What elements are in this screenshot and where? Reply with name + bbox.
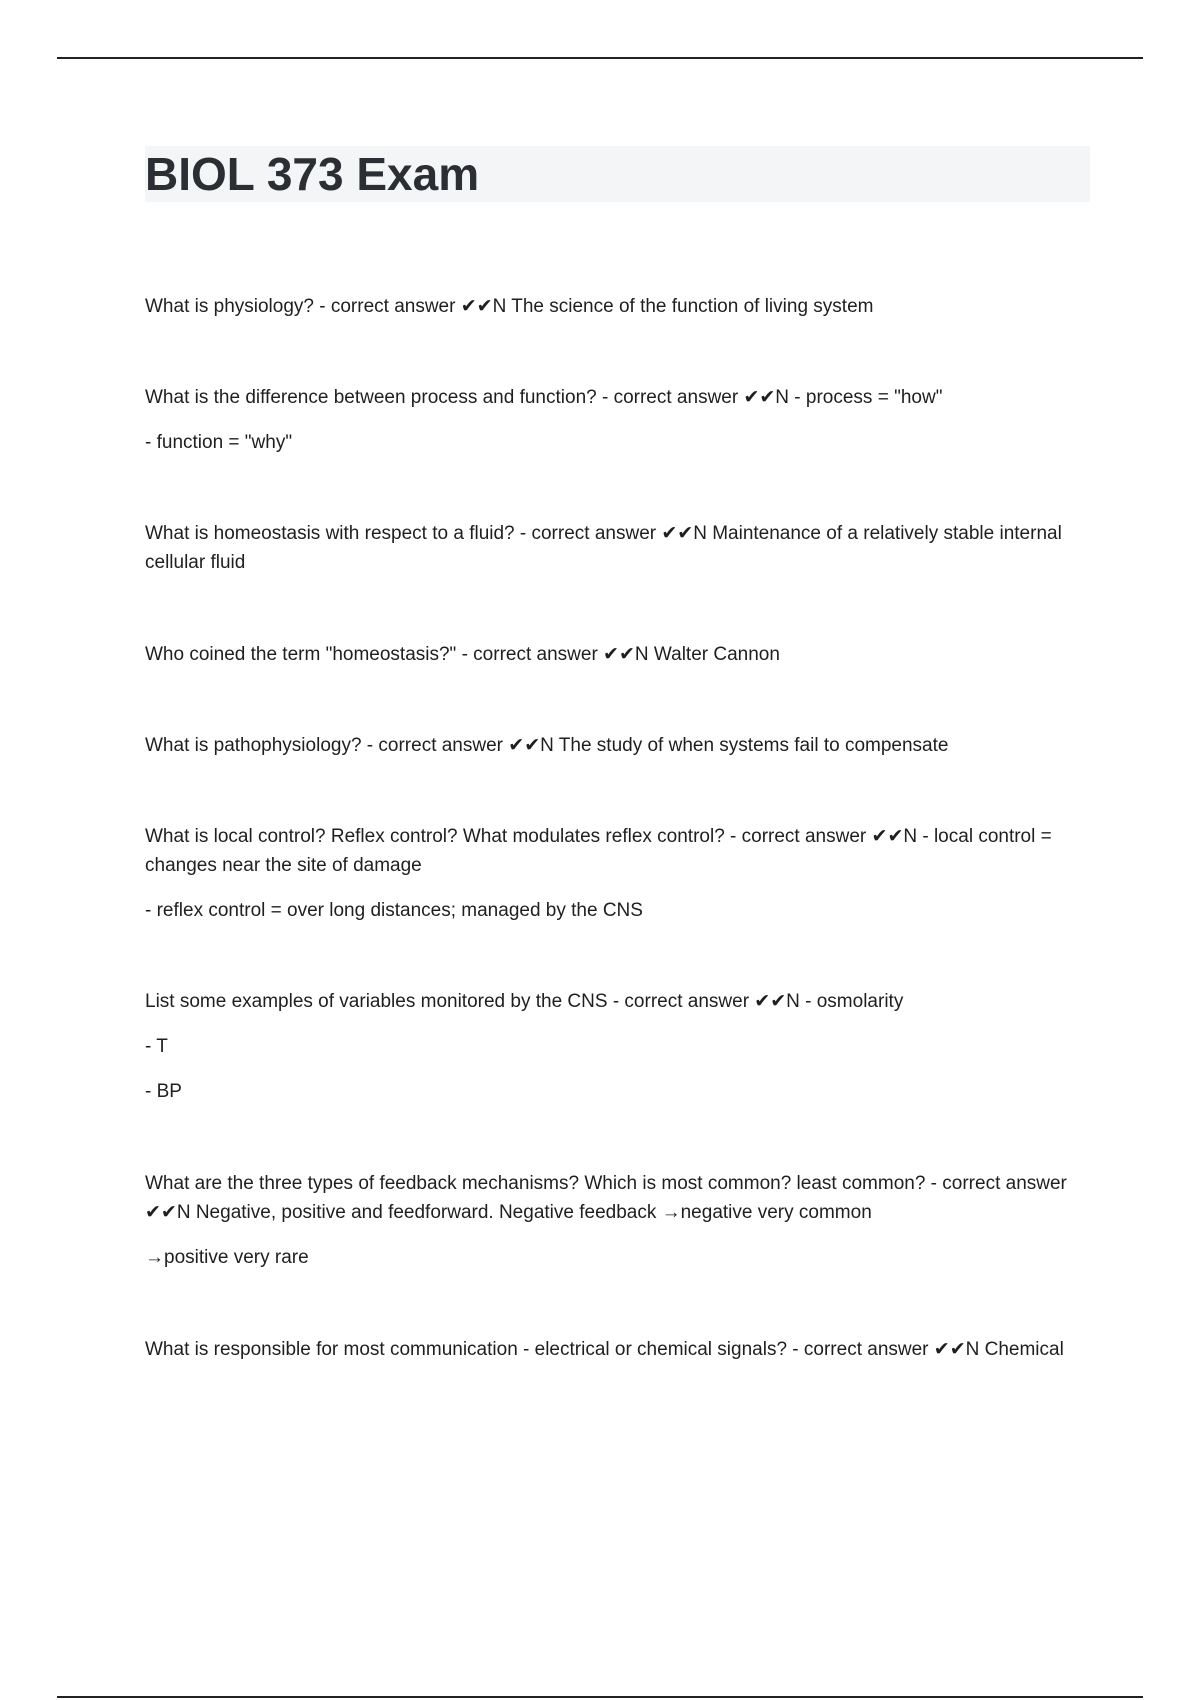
title-block: [145, 146, 1090, 202]
qa-text-continued: - T: [145, 1036, 168, 1057]
document-title: BIOL 373 Exam: [145, 148, 480, 200]
qa-text: What is the difference between process and function? - correct answer ✔✔N - process = "how": [145, 387, 943, 408]
qa-item: [145, 640, 1090, 669]
qa-text-continued: - BP: [145, 1081, 182, 1102]
qa-item: [145, 519, 1090, 577]
qa-text: What is responsible for most communication - electrical or chemical signals? - correct answer ✔✔N Chemical: [145, 1339, 1064, 1360]
qa-text-continued: - function = "why": [145, 432, 293, 453]
qa-item: [145, 292, 1090, 321]
qa-text: List some examples of variables monitored by the CNS - correct answer ✔✔N - osmolarity: [145, 991, 904, 1012]
qa-item: [145, 1335, 1090, 1364]
qa-item: [145, 731, 1090, 760]
qa-text: What is homeostasis with respect to a fluid? - correct answer ✔✔N Maintenance of a relatively stable internal cellular fluid: [145, 523, 1062, 573]
qa-text: Who coined the term "homeostasis?" - correct answer ✔✔N Walter Cannon: [145, 644, 780, 665]
qa-item: [145, 822, 1090, 925]
qa-text-continued: - reflex control = over long distances; managed by the CNS: [145, 900, 643, 921]
qa-text-continued: →positive very rare: [145, 1247, 309, 1268]
top-divider: [57, 57, 1143, 59]
qa-text: What is physiology? - correct answer ✔✔N The science of the function of living system: [145, 296, 874, 317]
qa-text: What is local control? Reflex control? What modulates reflex control? - correct answer ✔✔N - local control = changes near the site of damage: [145, 826, 1052, 876]
bottom-divider: [57, 1696, 1143, 1698]
qa-text: What are the three types of feedback mechanisms? Which is most common? least common? - correct answer ✔✔N Negative, positive and feedforward. Negative feedback →negative very common: [145, 1173, 1067, 1223]
qa-text: What is pathophysiology? - correct answer ✔✔N The study of when systems fail to compensate: [145, 735, 949, 756]
qa-item: [145, 987, 1090, 1106]
qa-item: [145, 383, 1090, 457]
qa-item: [145, 1169, 1090, 1272]
